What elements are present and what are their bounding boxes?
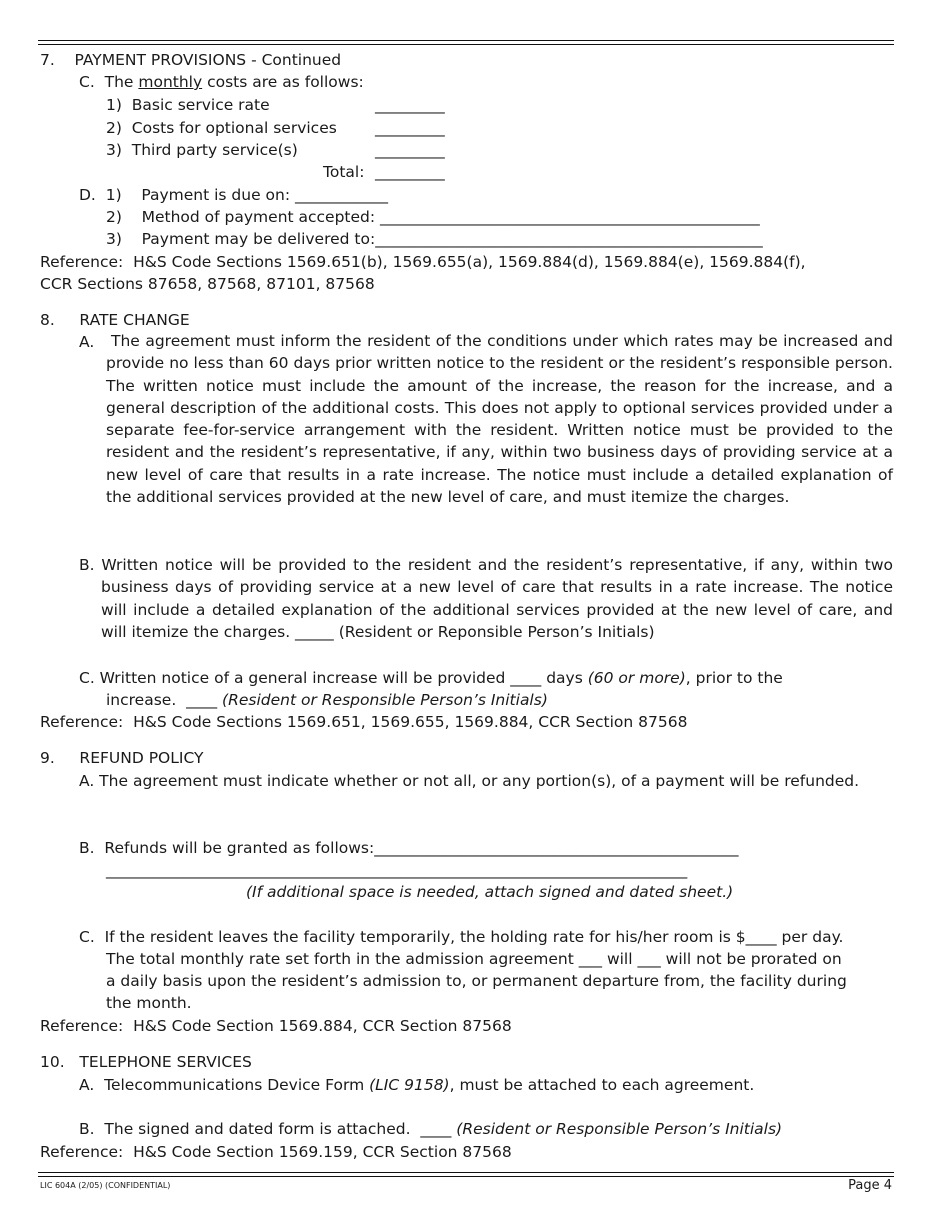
optional-services-blank: _________ [375, 119, 445, 137]
section-10-heading: 10. TELEPHONE SERVICES [40, 1053, 252, 1071]
section-8b-text: B. Written notice will be provided to the resident and the resident’s representative, if any, within two business days of providing service at a new level of care that results in a rate increase. The notice will include a detailed explanation of the additional services provided at the new level of care, and will itemize the charges. _____ (Resident or Reponsible Person’s Initials) [79, 556, 893, 641]
form-id: LIC 604A (2/05) (CONFIDENTIAL) [40, 1181, 171, 1190]
section-8-reference: Reference: H&S Code Sections 1569.651, 1569.655, 1569.884, CCR Section 87568 [40, 713, 688, 731]
refunds-line: B. Refunds will be granted as follows:_______________________________________________ [79, 839, 739, 857]
section-7-heading: 7. PAYMENT PROVISIONS - Continued [40, 51, 342, 69]
section-10b-line [79, 1119, 782, 1139]
section-7c-intro [79, 72, 364, 92]
section-7-reference-line-1: Reference: H&S Code Sections 1569.651(b), 1569.655(a), 1569.884(d), 1569.884(e), 1569.884(f), [40, 253, 806, 271]
section-8c-text-pre: C. Written notice of a general increase will be provided ____ days [79, 669, 588, 687]
payment-delivery-line: 3) Payment may be delivered to:__________________________________________________ [106, 230, 763, 248]
payment-due-line: D. 1) Payment is due on: ____________ [79, 186, 389, 204]
section-10b-initials-note: (Resident or Responsible Person’s Initials) [456, 1120, 783, 1138]
third-party-blank: _________ [375, 141, 445, 159]
section-10a-post: , must be attached to each agreement. [449, 1076, 755, 1094]
section-8c-initials-note: (Resident or Responsible Person’s Initials) [222, 691, 548, 709]
section-8c-days-note: (60 or more) [587, 669, 686, 687]
basic-service-rate-label: 1) Basic service rate [106, 96, 270, 114]
section-10a-form-number: (LIC 9158) [369, 1076, 450, 1094]
total-blank: _________ [375, 163, 445, 181]
basic-service-rate-blank: _________ [375, 96, 445, 114]
section-7c-monthly: monthly [138, 73, 203, 91]
section-8c-text-post: , prior to the [685, 669, 783, 687]
section-7-reference-line-2: CCR Sections 87658, 87568, 87101, 87568 [40, 275, 375, 293]
section-10a-line [79, 1075, 754, 1095]
section-8c-line-1 [79, 668, 892, 688]
section-9a-text: A. The agreement must indicate whether or not all, or any portion(s), of a payment will be refunded. [79, 772, 860, 790]
section-7c-intro-pre: C. The [79, 73, 139, 91]
footer-rule-second [38, 1176, 894, 1177]
section-8-heading: 8. RATE CHANGE [40, 311, 190, 329]
section-10b-pre: B. The signed and dated form is attached. ____ [79, 1120, 457, 1138]
section-9c-line-2: The total monthly rate set forth in the admission agreement ___ will ___ will not be prorated on [106, 950, 842, 968]
refunds-space-note: (If additional space is needed, attach signed and dated sheet.) [246, 883, 734, 901]
section-10-reference: Reference: H&S Code Section 1569.159, CCR Section 87568 [40, 1143, 512, 1161]
section-9c-line-1: C. If the resident leaves the facility temporarily, the holding rate for his/her room is $____ per day. [79, 928, 844, 946]
footer-rule [38, 1172, 894, 1173]
section-10a-pre: A. Telecommunications Device Form [79, 1076, 370, 1094]
section-7c-intro-post: costs are as follows: [202, 73, 364, 91]
section-9-heading: 9. REFUND POLICY [40, 749, 204, 767]
optional-services-label: 2) Costs for optional services [106, 119, 337, 137]
section-8c-initials-blank: increase. ____ [106, 691, 223, 709]
section-9c-line-3: a daily basis upon the resident’s admission to, or permanent departure from, the facility during [106, 972, 847, 990]
section-9c-line-4: the month. [106, 994, 192, 1012]
top-rule-second [38, 44, 894, 45]
total-label: Total: [323, 163, 365, 181]
section-8a-label: A. [79, 333, 95, 351]
third-party-label: 3) Third party service(s) [106, 141, 298, 159]
top-rule [38, 40, 894, 41]
section-8c-line-2 [106, 690, 548, 710]
section-8a-text: The agreement must inform the resident of the conditions under which rates may be increased and provide no less than 60 days prior written notice to the resident or the resident’s responsible person. The written notice must include the amount of the increase, the reason for the increase, and a general description of the additional costs. This does not apply to optional services provided under a separate fee-for-service arrangement with the resident. Written notice must be provided to the resident and the resident’s representative, if any, within two business days of providing service at a new level of care that results in a rate increase. The notice must include a detailed explanation of the additional services provided at the new level of care, and must itemize the charges. [106, 332, 893, 507]
page-number: Page 4 [848, 1178, 892, 1193]
refunds-blank-line: ___________________________________________________________________________ [106, 861, 688, 879]
section-9-reference: Reference: H&S Code Section 1569.884, CCR Section 87568 [40, 1017, 512, 1035]
payment-method-line: 2) Method of payment accepted: _________________________________________________ [106, 208, 760, 226]
